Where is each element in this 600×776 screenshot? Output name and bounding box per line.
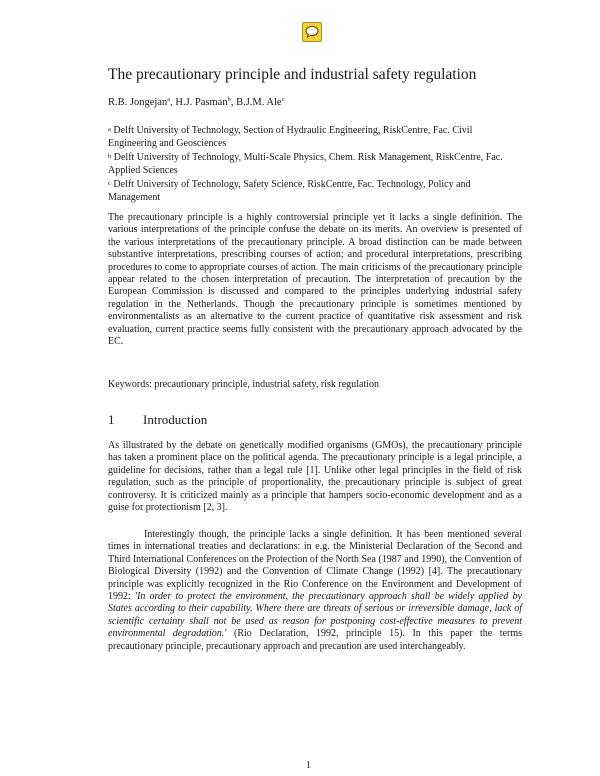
affiliation-a: $^a$ Delft University of Technology, Section of Hydraulic Engineering, RiskCentre, Fac. Civil Engineering and Geosciences bbox=[108, 125, 473, 149]
affiliation-c: $^c$ Delft University of Technology, Safety Science, RiskCentre, Fac. Technology, Policy and Management bbox=[108, 179, 471, 203]
author-name: B.J.M. Ale bbox=[236, 97, 282, 108]
author-name: R.B. Jongejan bbox=[108, 97, 168, 108]
author-list: R.B. Jongejan$^a$, H.J. Pasman$^b$, B.J.M. Ale$^c$ bbox=[108, 96, 285, 108]
intro-paragraph-1: As illustrated by the debate on genetically modified organisms (GMOs), the precautionary principle has taken a prominent place on the political agenda. The precautionary principle is a legal principle, a guideline for decisions, rather than a legal rule [1]. Unlike other legal principles in the field of risk regulation, such as the principle of proportionality, the precautionary principle is subject of great controversy. It is criticized mainly as a principle that hampers socio-economic development and as a guise for protectionism [2, 3]. bbox=[108, 440, 522, 514]
intro-paragraph-2: Interestingly though, the principle lacks a single definition. It has been mentioned several times in international treaties and declarations: in e.g. the Ministerial Declaration of the Second and Third International Conferences on the Protection of the North Sea (1987 and 1990), the Convention of Biological Diversity (1992) and the Convention of Climate Change (1992) [4]. The precautionary principle was explicitly recognized in the Rio Conference on the Environment and Development of 1992: 'In order to protect the environment, the precautionary approach shall be widely applied by States according to their capability. Where there are threats of serious or irreversible damage, lack of scientific certainty shall not be used as reason for postponing cost-effective measures to prevent environmental degradation.' (Rio Declaration, 1992, principle 15). In this paper the terms precautionary principle, precautionary approach and precaution are used interchangeably. bbox=[108, 529, 522, 652]
rio-declaration-quote: 'In order to protect the environment, the precautionary approach shall be widely applied by States according to their capability. Where there are threats of serious or irreversible damage, lack of scientific certainty shall not be used as reason for postponing cost-effective measures to prevent environmental degradation.' bbox=[108, 591, 522, 640]
affiliation-b: $^b$ Delft University of Technology, Multi-Scale Physics, Chem. Risk Management, RiskCentre, Fac. Applied Sciences bbox=[108, 152, 503, 176]
comment-note-icon[interactable] bbox=[302, 22, 322, 42]
section-number: 1 bbox=[108, 412, 115, 427]
paper-title: The precautionary principle and industrial safety regulation bbox=[108, 66, 477, 83]
abstract: The precautionary principle is a highly controversial principle yet it lacks a single definition. The various interpretations of the principle confuse the debate on its merits. An overview is presented of the various interpretations of the precautionary principle. A broad distinction can be made between substantive interpretations, prescribing courses of action; and procedural interpretations, prescribing procedures to come to appropriate courses of action. The main criticisms of the precautionary principle appear related to the chosen interpretation of precaution. The interpretation of precaution by the European Commission is discussed and compared to the principles underlying industrial safety regulation in the Netherlands. Though the precautionary principle is sometimes mentioned by environmentalists as an alternative to the current practice of quantitative risk assessment and risk evaluation, current practice seems fully consistent with the precautionary approach advocated by the EC. bbox=[108, 212, 522, 348]
author-name: H.J. Pasman bbox=[175, 97, 228, 108]
keywords: Keywords: precautionary principle, industrial safety, risk regulation bbox=[108, 379, 379, 390]
page-number: 1 bbox=[306, 760, 311, 771]
section-title: Introduction bbox=[143, 412, 208, 427]
